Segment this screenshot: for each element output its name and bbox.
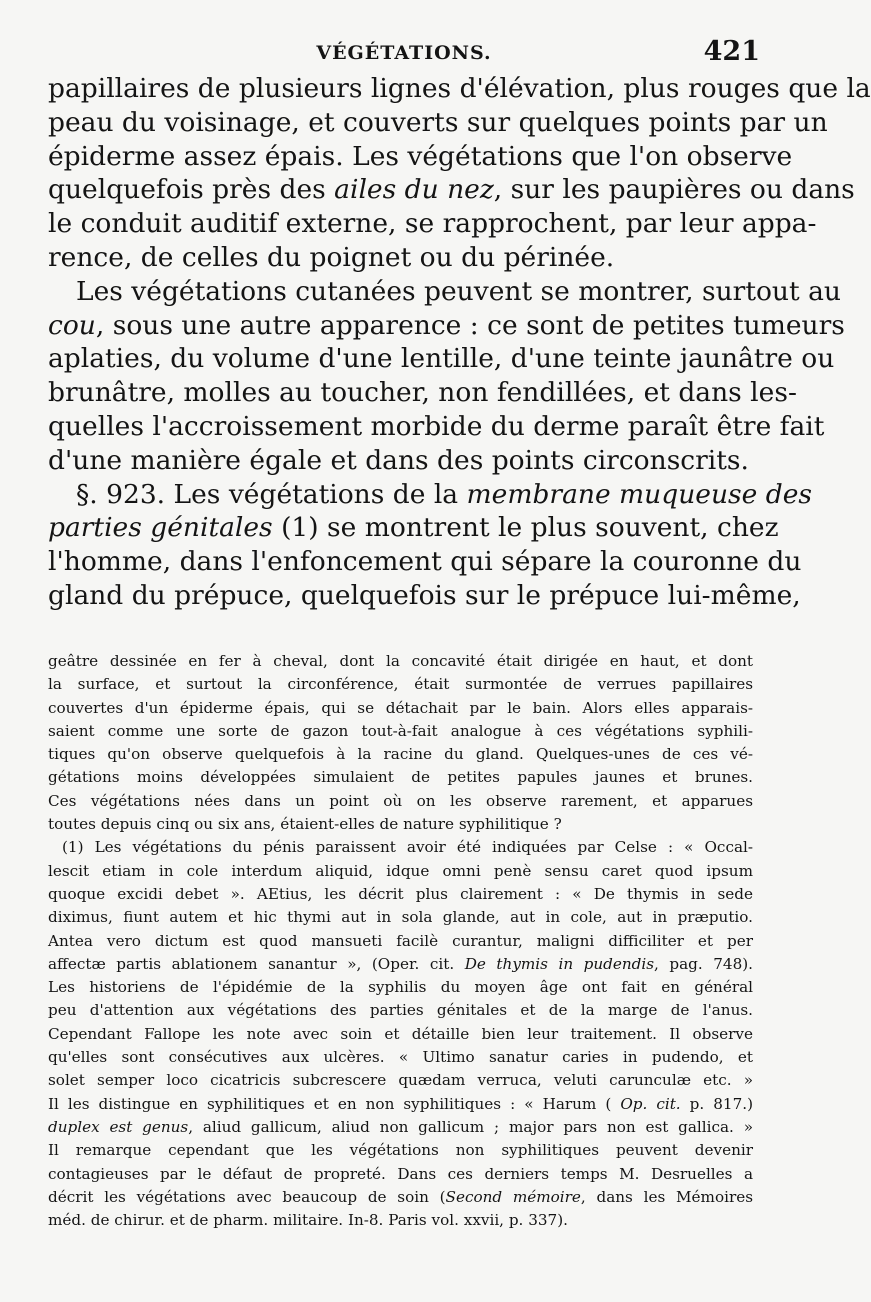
- footnote-line: contagieuses par le défaut de propreté. Dans ces derniers temps M. Desruelles a: [48, 1164, 753, 1183]
- footnote-line: lescit etiam in cole interdum aliquid, idque omni penè sensu caret quod ipsum: [48, 861, 753, 880]
- body-text-line: parties génitales (1) se montrent le plus souvent, chez: [48, 512, 779, 544]
- footnote-line: Les historiens de l'épidémie de la syphilis du moyen âge ont fait en général: [48, 978, 753, 997]
- footnote-line: gétations moins développées simulaient de petites papules jaunes et brunes.: [48, 768, 753, 787]
- body-text-line: rence, de celles du poignet ou du périnée.: [48, 241, 615, 273]
- footnote-line: tiques qu'on observe quelquefois à la racine du gland. Quelques-unes de ces vé-: [48, 745, 753, 764]
- body-text-line: brunâtre, molles au toucher, non fendillées, et dans les-: [48, 377, 797, 409]
- footnote-line: (1) Les végétations du pénis paraissent avoir été indiquées par Celse : « Occal-: [62, 838, 753, 857]
- footnote-line: décrit les végétations avec beaucoup de soin (Second mémoire, dans les Mémoires: [48, 1187, 753, 1206]
- running-title: VÉGÉTATIONS.: [316, 42, 492, 64]
- footnote-line: duplex est genus, aliud gallicum, aliud non gallicum ; major pars non est gallica. »: [48, 1117, 753, 1136]
- footnote-line: peu d'attention aux végétations des parties génitales et de la marge de l'anus.: [48, 1001, 753, 1020]
- footnote-line: diximus, fiunt autem et hic thymi aut in sola glande, aut in cole, aut in præputio.: [48, 908, 753, 927]
- page-number: 421: [703, 36, 760, 67]
- footnote-line: couvertes d'un épiderme épais, qui se détachait par le bain. Alors elles apparais-: [48, 698, 753, 717]
- body-text-line: épiderme assez épais. Les végétations que l'on observe: [48, 140, 793, 172]
- body-text-line: cou, sous une autre apparence : ce sont de petites tumeurs: [48, 309, 845, 341]
- body-text-line: le conduit auditif externe, se rapprochent, par leur appa-: [48, 208, 817, 240]
- body-text-line: d'une manière égale et dans des points circonscrits.: [48, 444, 749, 476]
- footnote-line: Il les distingue en syphilitiques et en non syphilitiques : « Harum ( Op. cit. p. 817.): [48, 1094, 753, 1113]
- footnote-line: quoque excidi debet ». AEtius, les décrit plus clairement : « De thymis in sede: [48, 884, 753, 903]
- footnote-line: Antea vero dictum est quod mansueti facilè curantur, maligni difficiliter et per: [48, 931, 753, 950]
- body-text-line: Les végétations cutanées peuvent se montrer, surtout au: [76, 275, 841, 307]
- body-text-line: quelquefois près des ailes du nez, sur les paupières ou dans: [48, 174, 855, 206]
- body-text-line: §. 923. Les végétations de la membrane muqueuse des: [76, 478, 812, 510]
- body-text-line: quelles l'accroissement morbide du derme paraît être fait: [48, 410, 825, 442]
- footnote-line: toutes depuis cinq ou six ans, étaient-elles de nature syphilitique ?: [48, 815, 562, 834]
- body-text-line: aplaties, du volume d'une lentille, d'une teinte jaunâtre ou: [48, 343, 835, 375]
- footnote-line: qu'elles sont consécutives aux ulcères. « Ultimo sanatur caries in pudendo, et: [48, 1048, 753, 1067]
- body-text-line: l'homme, dans l'enfoncement qui sépare la couronne du: [48, 546, 802, 578]
- footnote-line: affectæ partis ablationem sanantur », (Oper. cit. De thymis in pudendis, pag. 748).: [48, 954, 753, 973]
- footnote-line: méd. de chirur. et de pharm. militaire. In-8. Paris vol. xxvii, p. 337).: [48, 1211, 568, 1230]
- footnote-line: Cependant Fallope les note avec soin et détaille bien leur traitement. Il observe: [48, 1024, 753, 1043]
- footnote-line: la surface, et surtout la circonférence, était surmontée de verrues papillaires: [48, 675, 753, 694]
- footnotes: [48, 650, 753, 1232]
- body-text-line: papillaires de plusieurs lignes d'élévation, plus rouges que la: [48, 73, 871, 104]
- footnote-line: Ces végétations nées dans un point où on les observe rarement, et apparues: [48, 791, 753, 810]
- body-text-line: peau du voisinage, et couverts sur quelques points par un: [48, 106, 828, 138]
- footnote-line: geâtre dessinée en fer à cheval, dont la concavité était dirigée en haut, et dont: [48, 652, 753, 670]
- footnote-line: saient comme une sorte de gazon tout-à-fait analogue à ces végétations syphili-: [48, 721, 753, 740]
- footnote-line: Il remarque cependant que les végétations non syphilitiques peuvent devenir: [48, 1141, 753, 1160]
- page-header: [48, 36, 760, 68]
- footnote-line: solet semper loco cicatricis subcrescere quædam verruca, veluti carunculæ etc. »: [48, 1071, 753, 1090]
- body-text-line: gland du prépuce, quelquefois sur le prépuce lui-même,: [48, 579, 801, 611]
- main-text: [48, 72, 871, 613]
